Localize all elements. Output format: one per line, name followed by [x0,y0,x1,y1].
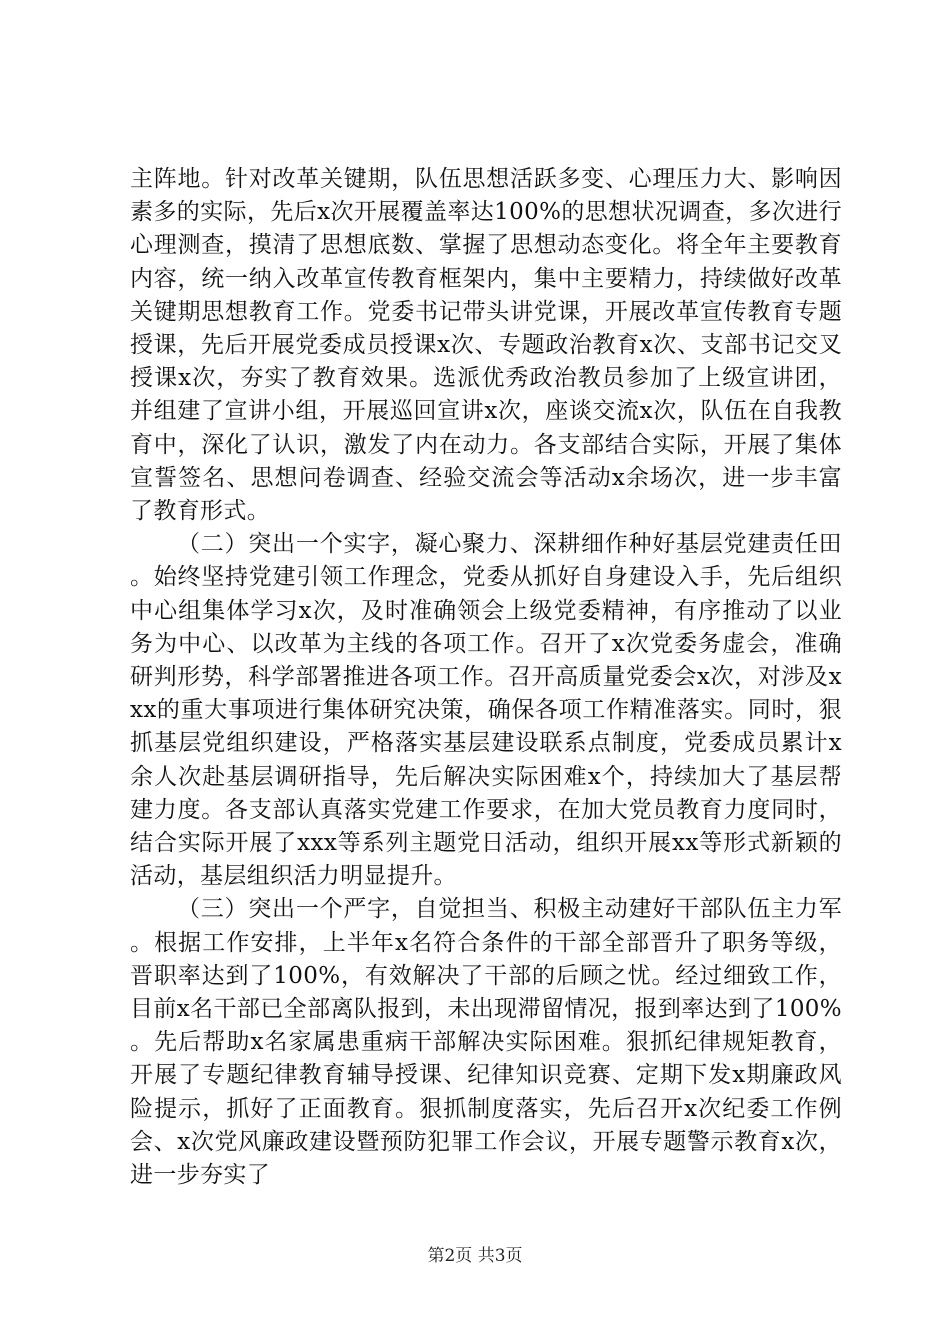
paragraph-3: （三）突出一个严字，自觉担当、积极主动建好干部队伍主力军。根据工作安排，上半年x名符合条件的干部全部晋升了职务等级，晋职率达到了100%，有效解决了干部的后顾之忧。经过细致工作，目前x名干部已全部离队报到，未出现滞留情况，报到率达到了100%。先后帮助x名家属患重病干部解决实际困难。狠抓纪律规矩教育，开展了专题纪律教育辅导授课、纪律知识竞赛、定期下发x期廉政风险提示，抓好了正面教育。狠抓制度落实，先后召开x次纪委工作例会、x次党风廉政建设暨预防犯罪工作会议，开展专题警示教育x次，进一步夯实了 [130,896,842,1189]
page-number-footer: 第2页 共3页 [427,1246,523,1266]
document-body [130,163,842,1192]
paragraph-1: 主阵地。针对改革关键期，队伍思想活跃多变、心理压力大、影响因素多的实际，先后x次开展覆盖率达100%的思想状况调查，多次进行心理测查，摸清了思想底数、掌握了思想动态变化。将全年主要教育内容，统一纳入改革宣传教育框架内，集中主要精力，持续做好改革关键期思想教育工作。党委书记带头讲党课，开展改革宣传教育专题授课，先后开展党委成员授课x次、专题政治教育x次、支部书记交叉授课x次，夯实了教育效果。选派优秀政治教员参加了上级宣讲团，并组建了宣讲小组，开展巡回宣讲x次，座谈交流x次，队伍在自我教育中，深化了认识，激发了内在动力。各支部结合实际，开展了集体宣誓签名、思想问卷调查、经验交流会等活动x余场次，进一步丰富了教育形式。 [130,166,842,525]
paragraph-2: （二）突出一个实字，凝心聚力、深耕细作种好基层党建责任田。始终坚持党建引领工作理念，党委从抓好自身建设入手，先后组织中心组集体学习x次，及时准确领会上级党委精神，有序推动了以业务为中心、以改革为主线的各项工作。召开了x次党委务虚会，准确研判形势，科学部署推进各项工作。召开高质量党委会x次，对涉及xxx的重大事项进行集体研究决策，确保各项工作精准落实。同时，狠抓基层党组织建设，严格落实基层建设联系点制度，党委成员累计x余人次赴基层调研指导，先后解决实际困难x个，持续加大了基层帮建力度。各支部认真落实党建工作要求，在加大党员教育力度同时，结合实际开展了xxx等系列主题党日活动，组织开展xx等形式新颖的活动，基层组织活力明显提升。 [130,531,842,890]
